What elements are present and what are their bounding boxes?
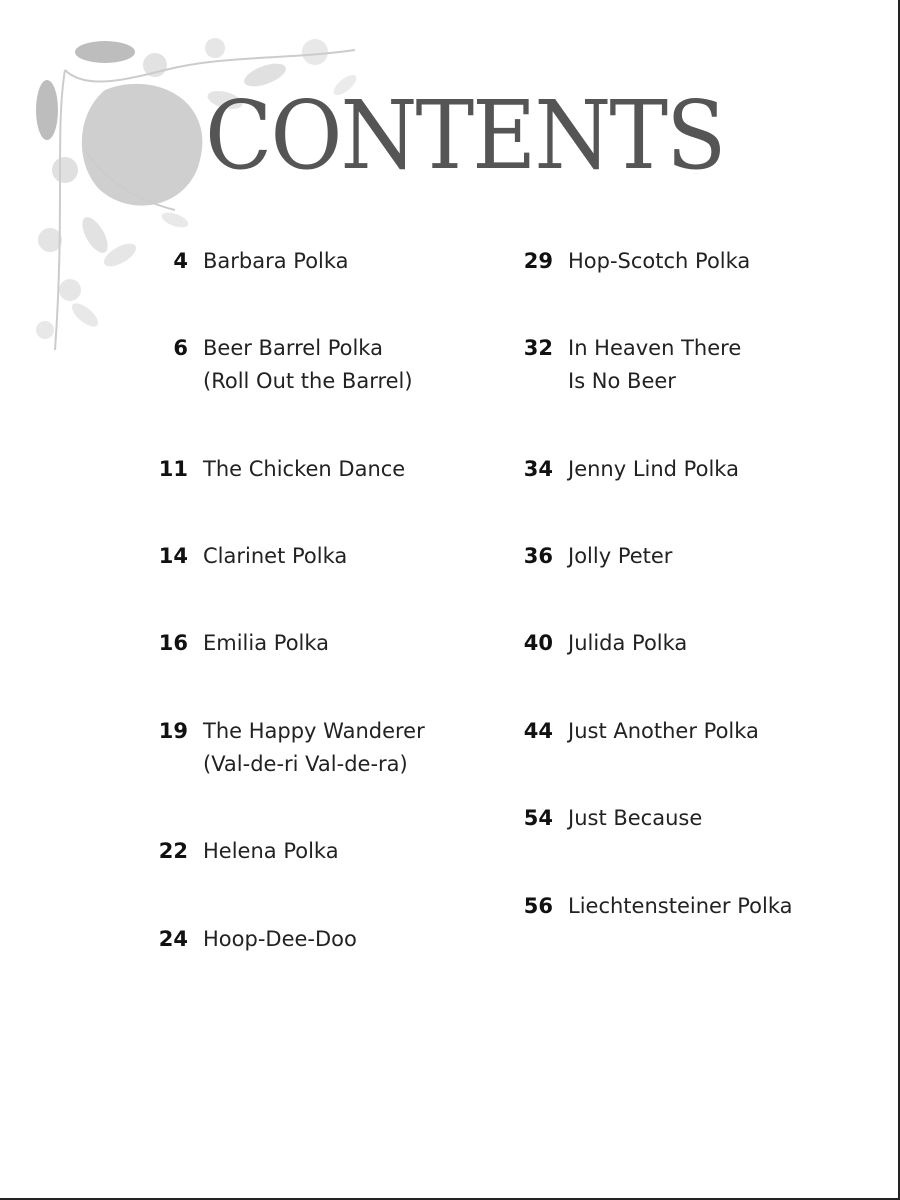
toc-entry [140,627,329,660]
toc-title-line: Barbara Polka [203,249,349,273]
toc-title-line: In Heaven There [568,336,742,360]
toc-song-title [568,245,750,278]
toc-entry [505,890,793,923]
toc-song-title [568,332,741,398]
toc-entry [505,715,759,748]
toc-title-line: (Roll Out the Barrel) [203,369,413,393]
toc-entry [505,245,750,278]
toc-song-title [568,715,759,748]
toc-entry [505,332,741,398]
toc-song-title [203,627,329,660]
toc-page-number: 19 [158,719,188,743]
toc-title-line: Jenny Lind Polka [568,457,739,481]
toc-song-title [203,715,425,781]
toc-entry [505,802,702,835]
toc-song-title [203,453,405,486]
toc-song-title [568,890,793,923]
toc-title-line: (Val-de-ri Val-de-ra) [203,752,408,776]
toc-song-title [203,332,413,398]
toc-page-number: 44 [523,719,553,743]
toc-song-title [568,802,702,835]
toc-page-number: 34 [523,457,553,481]
toc-song-title [203,923,357,956]
toc-title-line: Just Another Polka [568,719,759,743]
toc-title-line: The Chicken Dance [203,457,406,481]
toc-page-number: 40 [523,631,553,655]
toc-title-line: Clarinet Polka [203,544,348,568]
toc-page-number: 22 [158,839,188,863]
toc-page-number: 24 [158,927,188,951]
toc-song-title [568,540,672,573]
toc-title-line: Emilia Polka [203,631,330,655]
toc-page-number: 54 [523,806,553,830]
toc-entry [505,627,687,660]
toc-page-number: 14 [158,544,188,568]
toc-page-number: 56 [523,894,553,918]
toc-page-number: 4 [173,249,188,273]
toc-title-line: Hoop-Dee-Doo [203,927,357,951]
toc-title-line: Beer Barrel Polka [203,336,383,360]
toc-title-line: Just Because [568,806,703,830]
toc-page-number: 29 [523,249,553,273]
toc-entry [505,453,739,486]
toc-entry [140,923,357,956]
toc-entry [140,453,405,486]
toc-song-title [203,835,339,868]
toc-page-number: 36 [523,544,553,568]
toc-page-number: 11 [158,457,188,481]
toc-song-title [203,540,347,573]
toc-title-line: Helena Polka [203,839,339,863]
toc-title-line: Is No Beer [568,369,676,393]
toc-title-line: The Happy Wanderer [203,719,425,743]
page-title: CONTENTS [205,79,725,191]
toc-song-title [568,627,687,660]
toc-entry [140,540,347,573]
toc-song-title [568,453,739,486]
toc-entry [140,245,349,278]
toc-page-number: 16 [158,631,188,655]
toc-page-number: 6 [173,336,188,360]
toc-entry [140,835,339,868]
toc-entry [140,332,413,398]
toc-title-line: Julida Polka [568,631,688,655]
toc-title-line: Liechtensteiner Polka [568,894,793,918]
toc-entry [505,540,672,573]
toc-title-line: Jolly Peter [568,544,673,568]
toc-page-number: 32 [523,336,553,360]
toc-entry [140,715,425,781]
toc-title-line: Hop-Scotch Polka [568,249,751,273]
toc-song-title [203,245,349,278]
